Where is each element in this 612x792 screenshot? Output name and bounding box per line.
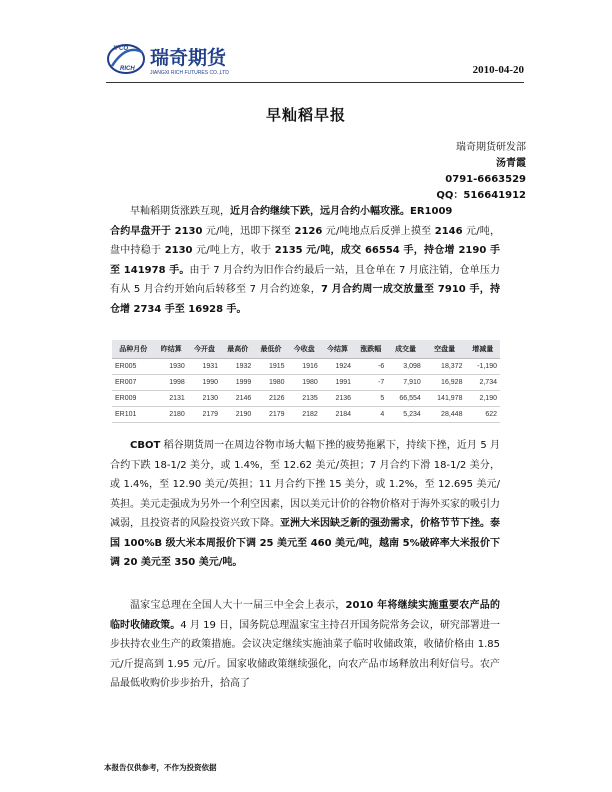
logo-text: 瑞奇期货 <box>150 47 227 69</box>
col-header: 最高价 <box>221 340 254 359</box>
table-header-row <box>112 340 500 359</box>
quote-table <box>112 340 500 423</box>
col-header: 空盘量 <box>424 340 466 359</box>
author-name: 汤青霞 <box>496 158 526 169</box>
col-header: 今收盘 <box>288 340 321 359</box>
table-row: ER101 2180 2179 2190 2179 2182 2184 4 5,234 28,448 622 <box>112 407 500 423</box>
company-logo <box>106 36 266 82</box>
col-header: 成交量 <box>387 340 423 359</box>
report-title: 早籼稻早报 <box>265 106 346 124</box>
col-header: 品种月份 <box>112 340 155 359</box>
col-header: 涨跌幅 <box>354 340 387 359</box>
header-divider <box>106 82 524 83</box>
author-qq: QQ：516641912 <box>436 190 526 201</box>
table-row: ER007 1998 1990 1999 1980 1980 1991 -7 7,910 16,928 2,734 <box>112 375 500 391</box>
cbot-paragraph: CBOT 稻谷期货周一在周边谷物市场大幅下挫的疲势拖累下，持续下挫，近月 5 月合约下跌 18-1/2 美分，或 1.4%，至 12.62 美元/英担；7 月合约下滑 18-1/2 美分，或 1.4%，至 12.90 美元/英担；11 月合约下挫 15 美分，或 1.2%，至 12.695 美元/英担。美元走强成为另外一个利空因素，因以美元计价的谷物价格对于海外买家的吸引力减弱，且投资者的风险投资兴致下降。亚洲大米因缺乏新的强劲需求，价格节节下挫。泰国 100%B 级大米本周报价下调 25 美元至 460 美元/吨，越南 5%破碎率大米报价下调 20 美元至 350 美元/吨。 <box>110 440 500 568</box>
col-header: 昨结算 <box>155 340 188 359</box>
svg-text:JFCO: JFCO <box>112 46 129 52</box>
author-phone: 0791-6663529 <box>445 174 526 185</box>
logo-subtitle: JIANGXI RICH FUTURES CO.,LTD <box>150 70 229 76</box>
policy-paragraph: 温家宝总理在全国人大十一届三中全会上表示，2010 年将继续实施重要农产品的临时收储政策。4 月 19 日，国务院总理温家宝主持召开国务院常务会议，研究部署进一步扶持农业生产的政策措施。会议决定继续实施油菜子临时收储政策，收储价格由 1.85 元/斤提高到 1.95 元/斤。国家收储政策继续强化，向农产品市场释放出利好信号。农产品最低收购价步步抬升，拾高了 <box>110 600 501 689</box>
report-date: 2010-04-20 <box>472 64 524 76</box>
market-summary-paragraph: 早籼稻期货涨跌互现，近月合约继续下跌，远月合约小幅攻涨。ER1009 合约早盘开于 2130 元/吨，迅即下探至 2126 元/吨地点后反弹上摸至 2146 元/吨，盘中持稳于 2130 元/吨上方，收于 2135 元/吨，成交 66554 手，持仓增 2190 手至 141978 手。由于 7 月合约为旧作合约最后一站，且仓单在 7 月底注销，仓单压力有从 5 月合约开始向后转移至 7 月合约迹象，7 月合约周一成交放量至 7910 手，持仓增 2734 手至 16928 手。 <box>110 206 501 315</box>
table-row: ER009 2131 2130 2146 2126 2135 2136 5 66,554 141,978 2,190 <box>112 391 500 407</box>
col-header: 今结算 <box>321 340 354 359</box>
col-header: 增减量 <box>465 340 500 359</box>
disclaimer: 本报告仅供参考，不作为投资依据 <box>104 763 217 772</box>
department: 瑞奇期货研发部 <box>456 142 526 153</box>
svg-text:RICH: RICH <box>120 66 135 72</box>
col-header: 今开盘 <box>188 340 221 359</box>
author-contact <box>436 140 526 204</box>
table-row: ER005 1930 1931 1932 1915 1916 1924 -6 3,098 18,372 -1,190 <box>112 359 500 375</box>
col-header: 最低价 <box>254 340 287 359</box>
